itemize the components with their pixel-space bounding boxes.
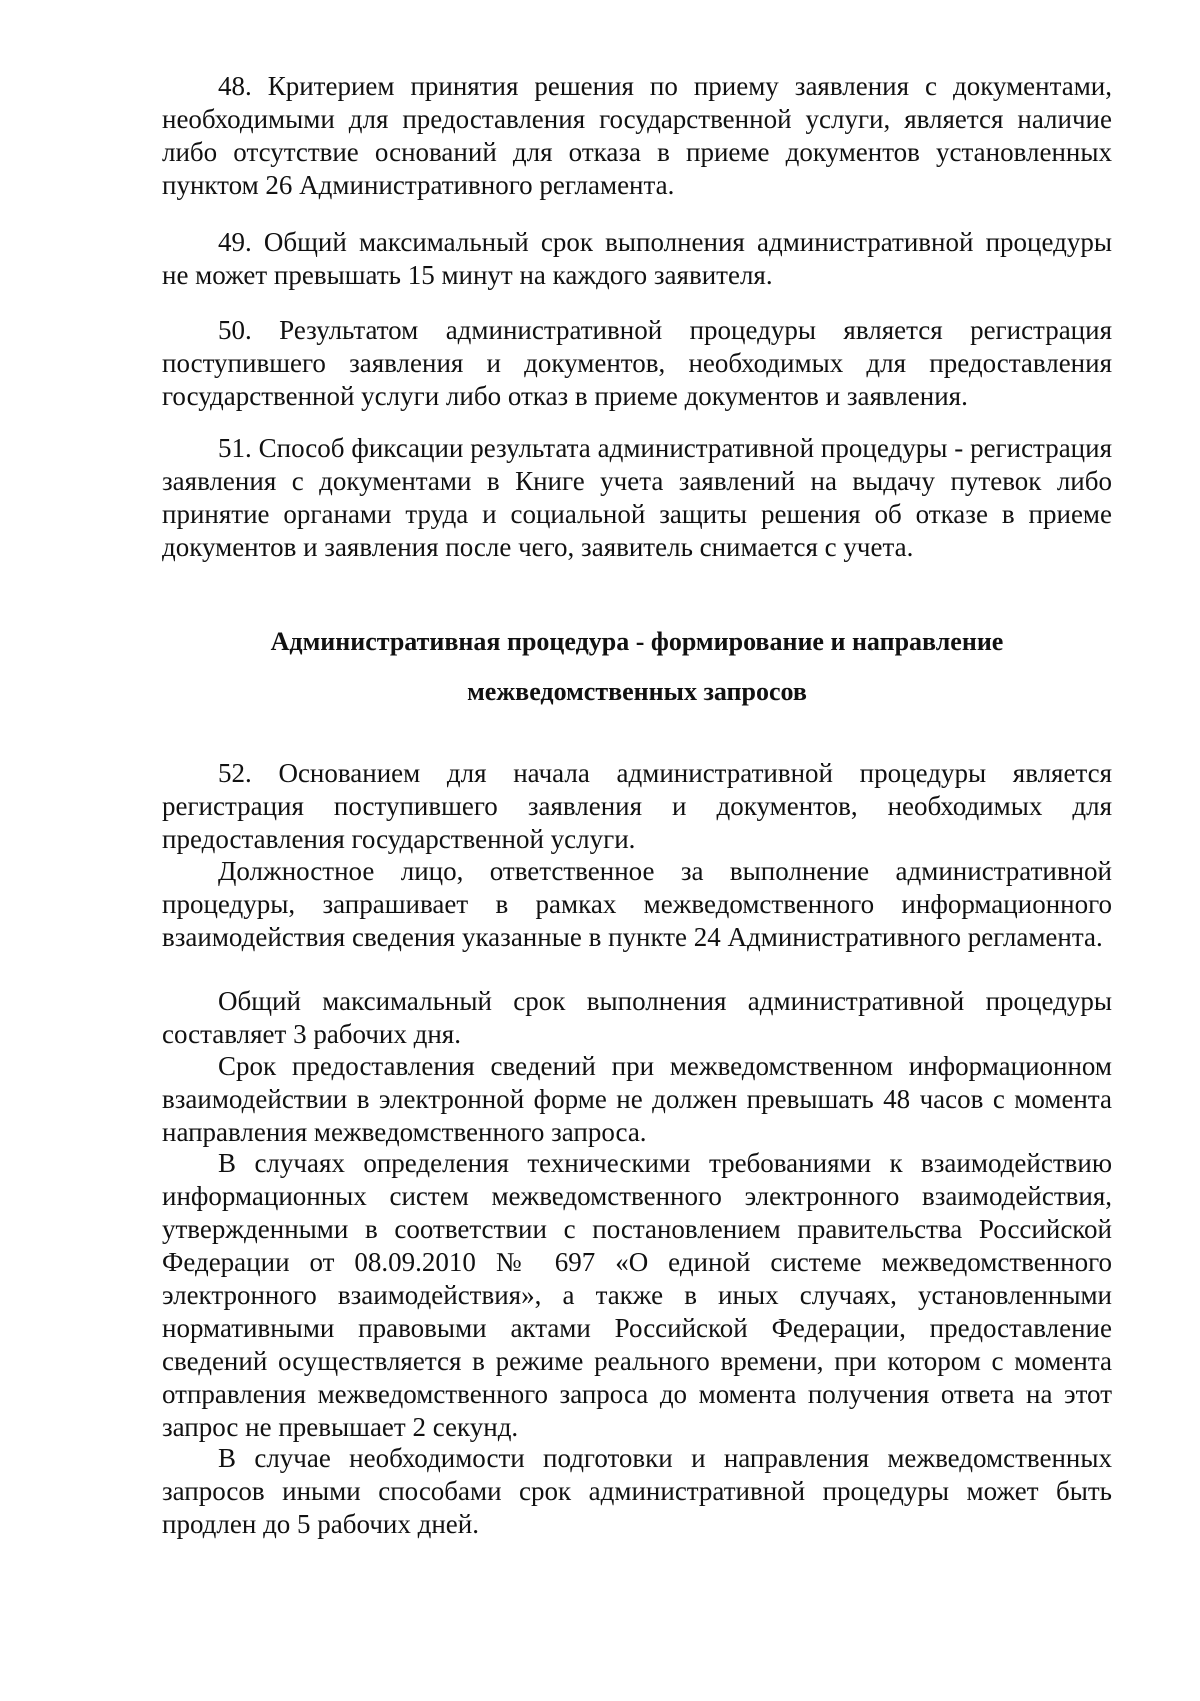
paragraph-52-electronic-term: Срок предоставления сведений при межведомственном информационном взаимодействии в электронной форме не должен превышать 48 часов с момента направления межведомственного запроса. xyxy=(162,1051,1112,1147)
paragraph-51: 51. Способ фиксации результата административной процедуры - регистрация заявления с документами в Книге учета заявлений на выдачу путевок либо принятие органами труда и социальной защиты решения об отказе в приеме документов и заявления после чего, заявитель снимается с учета. xyxy=(162,433,1112,562)
paragraph-52-official: Должностное лицо, ответственное за выполнение административной процедуры, запрашивает в рамках межведомственного информационного взаимодействия сведения указанные в пункте 24 Административного регламента. xyxy=(162,856,1112,952)
paragraph-52-max-term: Общий максимальный срок выполнения административной процедуры составляет 3 рабочих дня. xyxy=(162,986,1112,1049)
paragraph-52: 52. Основанием для начала административной процедуры является регистрация поступившего заявления и документов, необходимых для предоставления государственной услуги. xyxy=(162,758,1112,854)
paragraph-49: 49. Общий максимальный срок выполнения административной процедуры не может превышать 15 минут на каждого заявителя. xyxy=(162,227,1112,290)
paragraph-48: 48. Критерием принятия решения по приему заявления с документами, необходимыми для предоставления государственной услуги, является наличие либо отсутствие оснований для отказа в приеме документов установленных пунктом 26 Административного регламента. xyxy=(162,71,1112,200)
paragraph-50: 50. Результатом административной процедуры является регистрация поступившего заявления и документов, необходимых для предоставления государственной услуги либо отказ в приеме документов и заявления. xyxy=(162,315,1112,411)
paragraph-52-extension: В случае необходимости подготовки и направления межведомственных запросов иными способами срок административной процедуры может быть продлен до 5 рабочих дней. xyxy=(162,1443,1112,1539)
paragraph-52-real-time: В случаях определения техническими требованиями к взаимодействию информационных систем межведомственного электронного взаимодействия, утвержденными в соответствии с постановлением правительства Российской Федерации от 08.09.2010 № 697 «О единой системе межведомственного электронного взаимодействия», а также в иных случаях, установленными нормативными правовыми актами Российской Федерации, предоставление сведений осуществляется в режиме реального времени, при котором с момента отправления межведомственного запроса до момента получения ответа на этот запрос не превышает 2 секунд. xyxy=(162,1148,1112,1442)
section-heading-line-2: межведомственных запросов xyxy=(467,677,807,706)
section-heading-line-1: Административная процедура - формирование и направление xyxy=(270,627,1004,656)
